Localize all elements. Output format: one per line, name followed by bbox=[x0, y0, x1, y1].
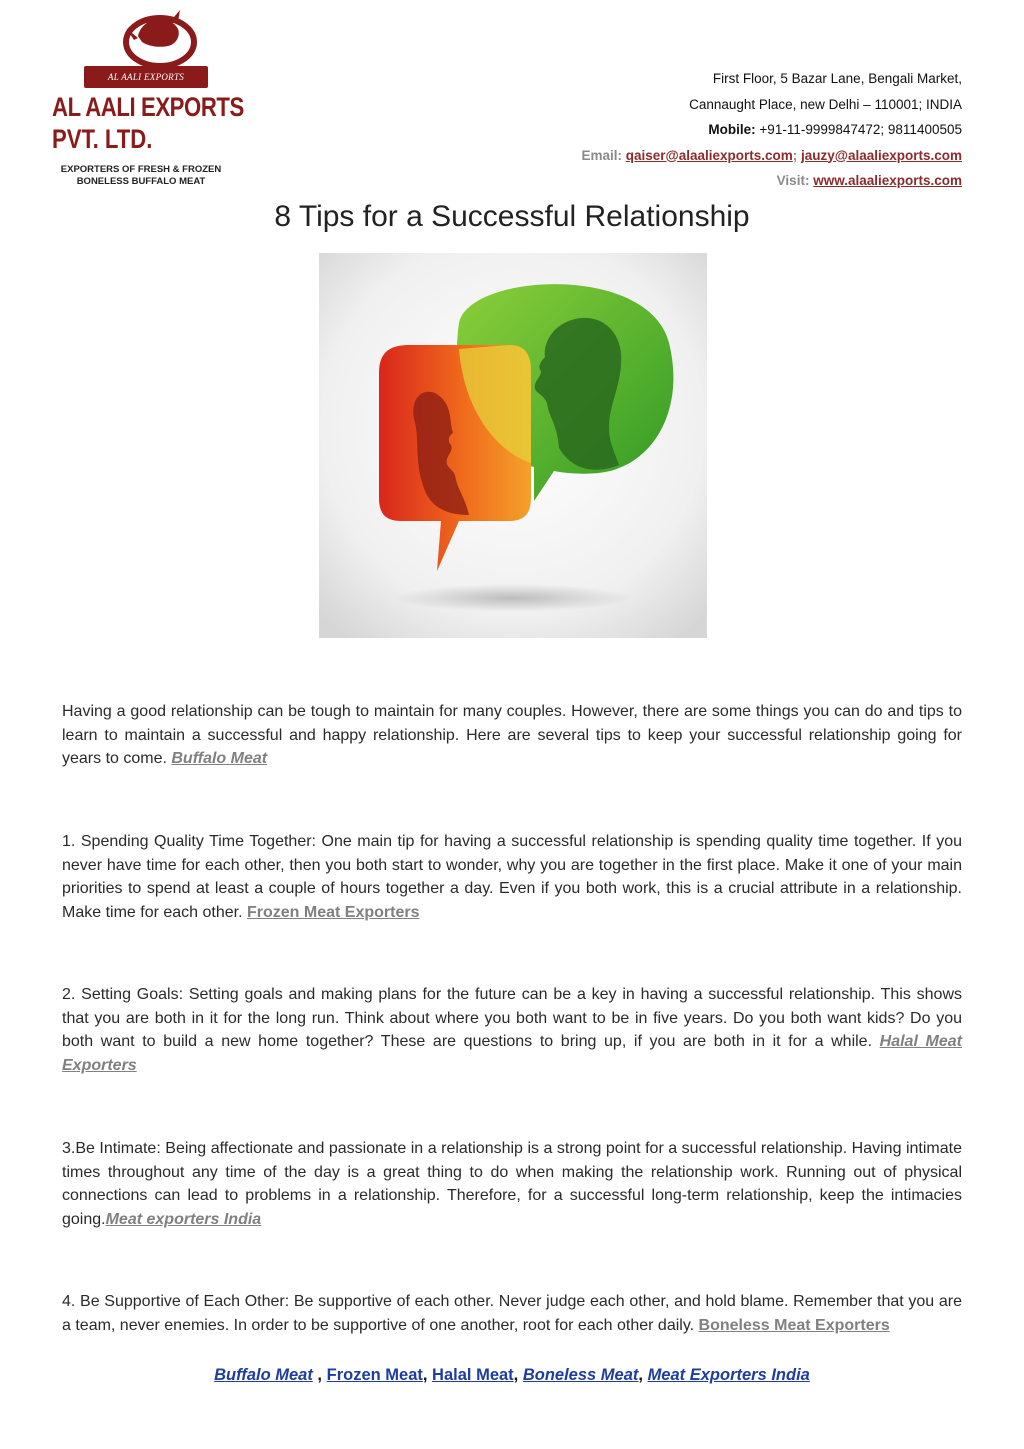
visit-line bbox=[582, 168, 963, 194]
page-title: 8 Tips for a Successful Relationship bbox=[274, 200, 750, 233]
mobile-line bbox=[582, 117, 963, 143]
frozen-meat-exporters-link[interactable]: Frozen Meat Exporters bbox=[246, 903, 420, 921]
footer-link-boneless-meat[interactable]: Boneless Meat bbox=[522, 1366, 639, 1384]
meat-exporters-india-link[interactable]: Meat exporters India bbox=[105, 1210, 262, 1228]
website-link[interactable]: www.alaaliexports.com bbox=[813, 173, 962, 188]
email-line bbox=[582, 143, 963, 169]
tip-2-text: 2. Setting Goals: Setting goals and making plans for the future can be a key in having a successful relationship. This shows that you are both in it for the long run. Think about where you both want to be in five years. Do you both want kids? Do you both want to build a new home together? These are questions to bring up, if you are both in it for a while. bbox=[62, 986, 962, 1050]
halal-meat-exporters-link[interactable]: Halal Meat Exporters bbox=[62, 1033, 962, 1074]
company-suffix: PVT. LTD. bbox=[52, 124, 153, 154]
footer-link-halal-meat[interactable]: Halal Meat bbox=[432, 1366, 514, 1384]
address-line-2: Cannaught Place, new Delhi – 110001; INDIA bbox=[689, 96, 962, 112]
company-logo bbox=[36, 6, 244, 187]
address-line-1: First Floor, 5 Bazar Lane, Bengali Market, bbox=[712, 71, 962, 86]
company-tagline-2: BONELESS BUFFALO MEAT bbox=[76, 176, 206, 187]
tip-1-text: 1. Spending Quality Time Together: One main tip for having a successful relationship is spending quality time together. If you never have time for each other, then you both start to wonder, why you are together in the first place. Make it one of your main priorities to spend at least a couple of hours together a day. Even if you both work, this is a crucial attribute in a relationship. Make time for each other. bbox=[62, 833, 962, 921]
footer-separator: , bbox=[312, 1366, 327, 1384]
footer-separator: , bbox=[638, 1366, 648, 1384]
company-tagline-1: EXPORTERS OF FRESH & FROZEN bbox=[60, 164, 222, 175]
mobile-label: Mobile: bbox=[708, 122, 756, 137]
tip-3-text: 3.Be Intimate: Being affectionate and passionate in a relationship is a strong point for a successful relationship. Having intimate times throughout any time of the day is a great thing to do when making the relationship work. Running out of physical connections can lead to problems in a relationship. Therefore, for a successful long-term relationship, keep the intimacies going. bbox=[62, 1140, 962, 1228]
tip-2-paragraph bbox=[62, 983, 962, 1077]
footer-link-frozen-meat[interactable]: Frozen Meat bbox=[326, 1366, 423, 1384]
speech-bubbles-illustration bbox=[319, 253, 707, 638]
footer-links bbox=[0, 1366, 1024, 1385]
bull-emblem-icon bbox=[108, 6, 208, 68]
footer-link-meat-exporters-india[interactable]: Meat Exporters India bbox=[647, 1366, 810, 1384]
email-label: Email: bbox=[581, 147, 626, 163]
mobile-value: +91-11-9999847472; 9811400505 bbox=[755, 122, 962, 137]
footer-link-buffalo-meat[interactable]: Buffalo Meat bbox=[214, 1366, 313, 1384]
company-name: AL AALI EXPORTS bbox=[52, 92, 244, 122]
email-link-1[interactable]: qaiser@alaaliexports.com bbox=[625, 147, 793, 163]
tip-4-paragraph bbox=[62, 1290, 962, 1337]
intro-text: Having a good relationship can be tough to maintain for many couples. However, there are some things you can do and tips to learn to maintain a successful and happy relationship. Here are several tips to keep your successful relationship going for years to come. bbox=[62, 703, 962, 767]
tip-4-text: 4. Be Supportive of Each Other: Be supportive of each other. Never judge each other, and hold blame. Remember that you are a team, never enemies. In order to be supportive of one another, root for each other daily. bbox=[62, 1293, 962, 1334]
footer-separator: , bbox=[422, 1366, 433, 1384]
footer-separator: , bbox=[513, 1366, 523, 1384]
intro-paragraph bbox=[62, 700, 962, 771]
tip-3-paragraph bbox=[62, 1137, 962, 1231]
tip-1-paragraph bbox=[62, 830, 962, 924]
email-separator: ; bbox=[792, 147, 802, 163]
contact-block bbox=[582, 66, 963, 194]
email-link-2[interactable]: jauzy@alaaliexports.com bbox=[801, 147, 962, 163]
boneless-meat-exporters-link[interactable]: Boneless Meat Exporters bbox=[698, 1316, 890, 1334]
buffalo-meat-link[interactable]: Buffalo Meat bbox=[171, 750, 268, 767]
logo-plate: AL AALI EXPORTS bbox=[84, 66, 208, 88]
visit-label: Visit: bbox=[776, 173, 814, 188]
